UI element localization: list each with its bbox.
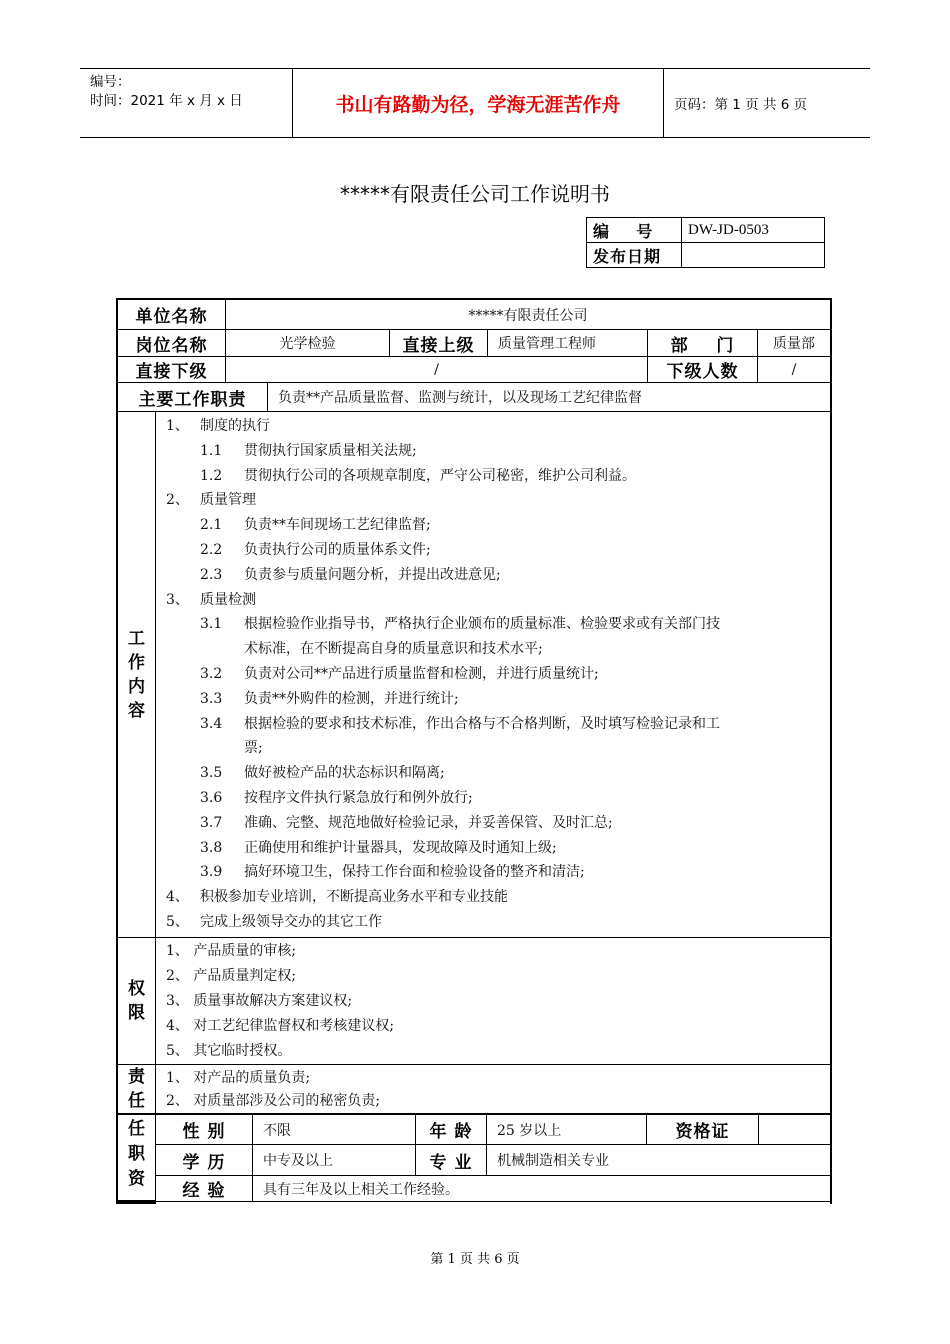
work-item [156,687,824,712]
time-label: 时间：2021 年 x 月 x 日 [90,93,243,109]
work-label [118,412,156,937]
work-item-text: 贯彻执行公司的各项规章制度，严守公司秘密，维护公司利益。 [244,467,636,484]
work-item-number: 3.5 [200,765,223,782]
subordinate-value: / [226,357,648,382]
work-item-number: 1、 [166,418,189,434]
qualification-label [118,1115,156,1204]
cert-label: 资格证 [647,1115,759,1144]
work-item-text: 负责**车间现场工艺纪律监督; [244,517,431,534]
work-item [156,811,824,836]
work-item-text: 贯彻执行国家质量相关法规; [244,442,417,459]
work-item-number: 3.3 [200,690,223,707]
number-label: 编号： [90,74,131,90]
major-value: 机械制造相关专业 [497,1153,609,1169]
authority-item: 5、 其它临时授权。 [166,1043,292,1059]
header-motto: 书山有路勤为径，学海无涯苦作舟 [293,69,664,137]
work-item-text: 质量管理 [200,492,256,509]
unit-label: 单位名称 [118,300,226,329]
work-label-char: 作 [128,652,145,673]
education-major-row [156,1145,830,1176]
sub-count-label: 下级人数 [648,357,758,382]
qualification-label-char: 职 [128,1144,145,1164]
main-duty-row [118,383,830,412]
work-item-text: 负责**外购件的检测，并进行统计; [244,690,459,707]
code-label: 编 号 [587,218,682,243]
work-item-text: 负责执行公司的质量体系文件; [244,542,431,558]
superior-value: 质量管理工程师 [488,330,648,356]
work-label-char: 容 [128,700,145,721]
unit-row [118,300,830,330]
authority-label [118,938,156,1064]
work-item-text: 术标准，在不断提高自身的质量意识和技术水平; [244,641,543,658]
code-table [586,217,825,268]
page-footer: 第 1 页 共 6 页 [430,1252,520,1267]
authority-item: 4、 对工艺纪律监督权和考核建议权; [166,1018,395,1034]
work-item-number: 3.2 [200,666,223,682]
work-item [156,761,824,786]
work-item [156,836,824,861]
work-item [156,662,824,687]
cert-value [759,1115,830,1144]
work-item-number: 4、 [166,889,189,906]
work-item-number: 3.1 [200,616,223,633]
work-item [156,612,824,637]
experience-row [156,1176,830,1202]
gender-value: 不限 [253,1115,416,1144]
document-title: *****有限责任公司工作说明书 [340,182,610,206]
work-item-text: 正确使用和维护计量器具，发现故障及时通知上级; [244,839,557,856]
responsibility-section [118,1065,830,1115]
work-item-number: 2.1 [200,517,223,534]
header-meta [80,69,293,137]
work-item [156,439,824,464]
unit-value: *****有限责任公司 [468,307,588,324]
responsibility-label [118,1065,156,1113]
work-label-char: 内 [128,676,145,697]
work-item [156,588,824,613]
work-item-text: 做好被检产品的状态标识和隔离; [244,765,445,782]
work-item-number: 3.4 [200,715,223,732]
work-item-number: 1.2 [200,467,223,484]
education-value: 中专及以上 [253,1145,416,1175]
work-item [156,464,824,489]
major-label: 专 业 [416,1145,487,1175]
work-item-number: 2.2 [200,542,223,558]
work-item [156,736,824,761]
experience-label: 经 验 [156,1176,253,1201]
page-header [80,68,870,138]
work-item-text: 票; [244,740,263,757]
qualification-label-char: 资 [128,1169,145,1189]
work-item-text: 根据检验作业指导书，严格执行企业颁布的质量标准、检验要求或有关部门技 [244,616,720,633]
code-value: DW-JD-0503 [682,218,825,243]
work-item [156,563,824,588]
superior-label: 直接上级 [390,330,488,356]
work-item [156,414,824,439]
dept-label: 部 门 [648,330,758,356]
work-item-text: 负责参与质量问题分析，并提出改进意见; [244,566,501,583]
qualification-label-char: 任 [128,1119,145,1139]
work-item-text: 积极参加专业培训，不断提高业务水平和专业技能 [200,889,508,906]
work-item-number: 3.7 [200,814,223,831]
work-item-text: 制度的执行 [200,418,270,434]
authority-label-char: 限 [128,1003,145,1023]
date-value [682,243,825,268]
dept-value: 质量部 [773,336,815,352]
work-item-number: 2、 [166,492,189,509]
work-item-number: 3.6 [200,790,223,806]
work-item [156,786,824,811]
header-page-info: 页码：第 1 页 共 6 页 [674,97,808,113]
authority-item: 3、 质量事故解决方案建议权; [166,993,353,1009]
sub-count-value: / [791,361,797,378]
responsibility-label-char: 责 [128,1067,145,1087]
work-item-number: 3.8 [200,839,223,856]
authority-item: 1、 产品质量的审核; [166,943,297,959]
work-item-text: 完成上级领导交办的其它工作 [200,914,382,930]
experience-value: 具有三年及以上相关工作经验。 [263,1181,459,1198]
work-item [156,885,824,910]
work-item-text: 质量检测 [200,591,256,608]
work-content-section [118,412,830,938]
authority-section [118,938,830,1065]
gender-age-row [156,1115,830,1145]
main-duty-label: 主要工作职责 [118,383,268,411]
work-content-list [156,412,830,937]
work-item-text: 按程序文件执行紧急放行和例外放行; [244,790,473,806]
work-item-number: 2.3 [200,566,223,583]
authority-item: 2、 产品质量判定权; [166,968,297,984]
responsibility-item: 1、 对产品的质量负责; [166,1070,311,1086]
main-duty-value: 负责**产品质量监督、监测与统计，以及现场工艺纪律监督 [278,390,642,406]
work-item [156,637,824,662]
age-label: 年 龄 [416,1115,487,1144]
responsibility-item: 2、 对质量部涉及公司的秘密负责; [166,1093,381,1109]
work-item-text: 准确、完整、规范地做好检验记录，并妥善保管、及时汇总; [244,814,613,831]
position-label: 岗位名称 [118,330,226,356]
qualification-label-text [118,1115,155,1192]
subordinate-row [118,357,830,383]
gender-label: 性 别 [156,1115,253,1144]
work-label-char: 工 [128,628,145,649]
work-item-text: 搞好环境卫生，保持工作台面和检验设备的整齐和清洁; [244,864,585,881]
work-item [156,488,824,513]
education-label: 学 历 [156,1145,253,1175]
work-item-number: 3.9 [200,864,223,881]
work-item [156,860,824,885]
authority-list [156,938,830,1064]
date-label: 发布日期 [587,243,682,268]
work-item [156,712,824,737]
authority-label-char: 权 [128,979,145,999]
work-item-number: 5、 [166,914,189,930]
work-item-number: 1.1 [200,442,223,459]
work-item [156,513,824,538]
position-row [118,330,830,357]
job-description-form [116,298,832,1204]
responsibility-list [156,1065,830,1113]
work-item-number: 3、 [166,591,189,608]
position-value: 光学检验 [226,330,390,356]
subordinate-label: 直接下级 [118,357,226,382]
age-value: 25 岁以上 [487,1115,647,1144]
work-item [156,538,824,563]
responsibility-label-char: 任 [128,1091,145,1111]
work-item-text: 根据检验的要求和技术标准，作出合格与不合格判断，及时填写检验记录和工 [244,715,720,732]
work-item-text: 负责对公司**产品进行质量监督和检测，并进行质量统计; [244,666,599,682]
work-item [156,910,824,935]
